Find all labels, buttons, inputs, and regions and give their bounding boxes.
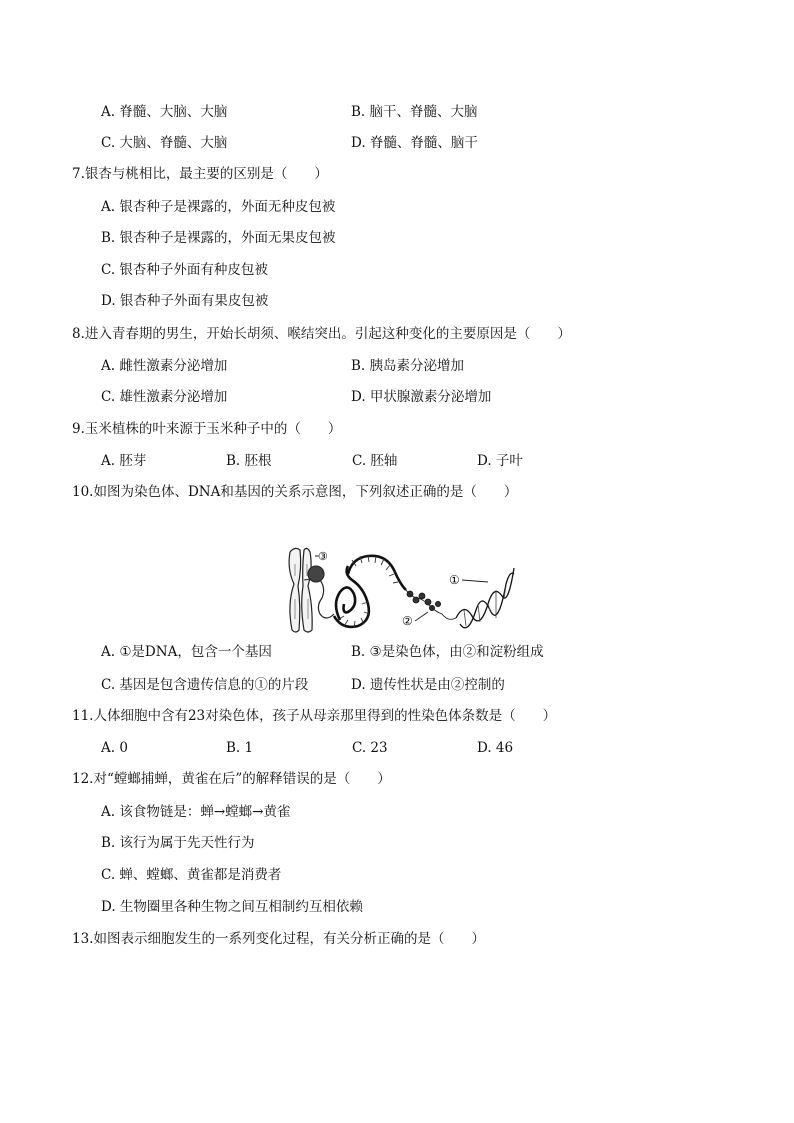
q6-option-c: C. 大脑、脊髓、大脑 bbox=[101, 135, 228, 151]
label-2-leader bbox=[415, 612, 428, 621]
q10-option-d: D. 遗传性状是由②控制的 bbox=[351, 677, 505, 693]
q11-option-c: C. 23 bbox=[352, 740, 388, 756]
label-2: ② bbox=[402, 614, 413, 628]
q11-stem: 11.人体细胞中含有23对染色体，孩子从母亲那里得到的性染色体条数是（ ） bbox=[72, 708, 557, 724]
dna-string bbox=[406, 590, 456, 619]
q7-option-b: B. 银杏种子是裸露的，外面无果皮包被 bbox=[101, 230, 336, 246]
q13-stem: 13.如图表示细胞发生的一系列变化过程，有关分析正确的是（ ） bbox=[72, 931, 485, 947]
q9-option-d: D. 子叶 bbox=[477, 453, 523, 469]
q10-stem: 10.如图为染色体、DNA和基因的关系示意图，下列叙述正确的是（ ） bbox=[72, 484, 518, 500]
q6-option-b: B. 脑干、脊髓、大脑 bbox=[351, 104, 478, 120]
q7-option-a: A. 银杏种子是裸露的，外面无种皮包被 bbox=[101, 199, 336, 215]
q12-option-a: A. 该食物链是：蝉→螳螂→黄雀 bbox=[101, 804, 291, 820]
q10-option-a: A. ①是DNA，包含一个基因 bbox=[101, 644, 272, 660]
q9-options-row bbox=[101, 452, 741, 470]
q8-option-d: D. 甲状腺激素分泌增加 bbox=[351, 389, 492, 405]
q11-option-a: A. 0 bbox=[101, 740, 128, 756]
q12-stem: 12.对“螳螂捕蝉，黄雀在后”的解释错误的是（ ） bbox=[72, 771, 391, 787]
q8-options-row-1 bbox=[101, 357, 741, 375]
q7-option-c: C. 银杏种子外面有种皮包被 bbox=[101, 262, 268, 278]
label-3: ③ bbox=[318, 550, 328, 563]
chromosome-dna-gene-diagram bbox=[282, 544, 518, 636]
label-1-leader bbox=[462, 580, 488, 582]
q6-options-row-1 bbox=[101, 103, 741, 121]
q11-options-row bbox=[101, 739, 741, 757]
q10-option-b: B. ③是染色体，由②和淀粉组成 bbox=[351, 644, 544, 660]
q12-option-d: D. 生物圈里各种生物之间互相制约互相依赖 bbox=[101, 899, 363, 915]
q9-stem: 9.玉米植株的叶来源于玉米种子中的（ ） bbox=[72, 421, 342, 437]
supercoil bbox=[334, 556, 406, 627]
chromatin-fiber bbox=[318, 580, 334, 618]
q11-option-b: B. 1 bbox=[226, 740, 254, 756]
q6-options-row-2 bbox=[101, 134, 741, 152]
q8-stem: 8.进入青春期的男生，开始长胡须、喉结突出。引起这种变化的主要原因是（ ） bbox=[72, 326, 571, 342]
q10-option-c: C. 基因是包含遗传信息的①的片段 bbox=[101, 677, 309, 693]
q9-option-c: C. 胚轴 bbox=[352, 453, 398, 469]
q6-option-d: D. 脊髓、脊髓、脑干 bbox=[351, 135, 478, 151]
q9-option-a: A. 胚芽 bbox=[101, 453, 147, 469]
q12-option-c: C. 蝉、螳螂、黄雀都是消费者 bbox=[101, 867, 282, 883]
q7-option-d: D. 银杏种子外面有果皮包被 bbox=[101, 293, 269, 309]
q12-option-b: B. 该行为属于先天性行为 bbox=[101, 835, 255, 851]
q11-option-d: D. 46 bbox=[477, 740, 514, 756]
q10-options-row-1 bbox=[101, 643, 741, 661]
label-1: ① bbox=[449, 573, 460, 587]
q10-options-row-2 bbox=[101, 676, 741, 694]
dna-base-pairs bbox=[464, 586, 506, 626]
chromosome-figure bbox=[289, 548, 312, 632]
q8-options-row-2 bbox=[101, 388, 741, 406]
q6-option-a: A. 脊髓、大脑、大脑 bbox=[101, 104, 228, 120]
q7-stem: 7.银杏与桃相比，最主要的区别是（ ） bbox=[72, 166, 328, 182]
q8-option-c: C. 雄性激素分泌增加 bbox=[101, 389, 228, 405]
q9-option-b: B. 胚根 bbox=[226, 453, 272, 469]
q8-option-b: B. 胰岛素分泌增加 bbox=[351, 358, 465, 374]
q8-option-a: A. 雌性激素分泌增加 bbox=[101, 358, 228, 374]
